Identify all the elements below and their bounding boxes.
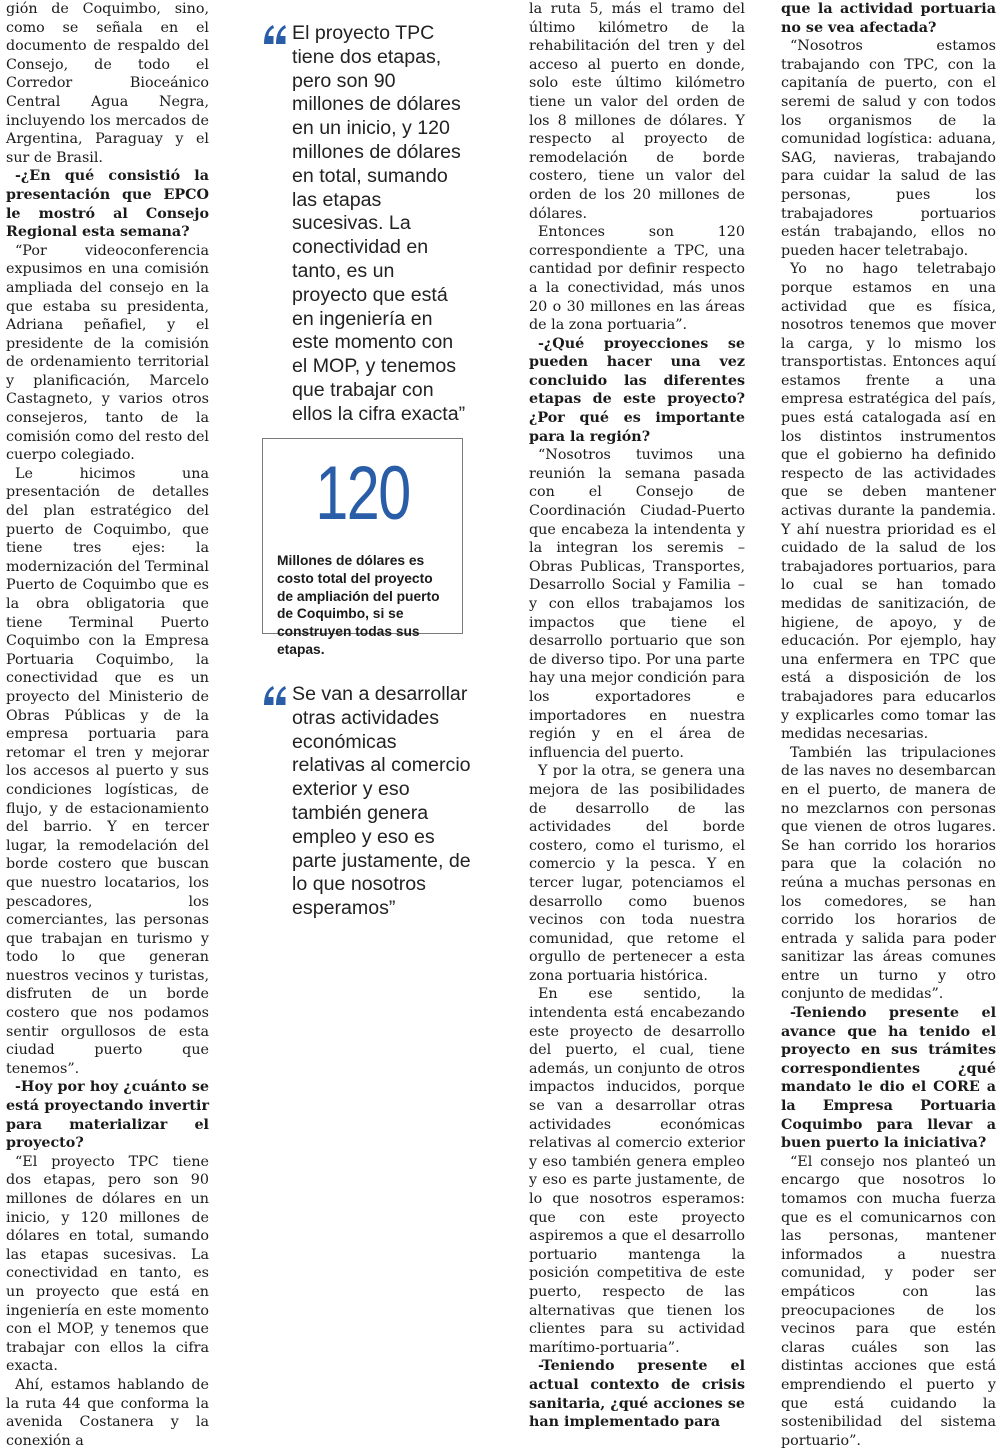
interview-question: que la actividad portuaria no se vea afectada?	[781, 1, 996, 36]
paragraph: También las tripulaciones de las naves no desembarcan en el puerto, de manera de no mezclarnos con personas que vienen de otros lugares. Se han corrido los horarios para que la colación no reúna a muchas personas en los comedores, se han corrido los horarios de entrada y salida para poder sanitizar las áreas comunes entre un turno y otro conjunto de medidas”.	[781, 744, 996, 1003]
pull-quote-1	[262, 22, 472, 427]
article-column-4	[781, 0, 996, 1449]
pull-quote-2	[262, 683, 472, 921]
article-column-3	[529, 0, 745, 1431]
pull-quote-text: Se van a desarrollar otras actividades económicas relativas al comercio exterior y eso también genera empleo y eso es parte justamente, de lo que nosotros esperamos”	[292, 683, 471, 920]
paragraph: En ese sentido, la intendenta está encabezando este proyecto de desarrollo del puerto, el cual, tiene además, un conjunto de otros impactos inducidos, porque se van a desarrollar otras actividades económicas relativas al comercio exterior y eso también genera empleo y eso es parte justamente, de lo que nosotros esperamos: que con este proyecto aspiremos a que el desarrollo portuario mantenga la posición competitiva de este puerto, respecto de las alternativas que tienen los clientes para su actividad marítimo-portuaria”.	[529, 986, 745, 1356]
paragraph: “Por videoconferencia expusimos en una comisión ampliada del consejo en la que estaba su presidenta, Adriana peñafiel, y el presidente de la comisión de ordenamiento territorial y planificación, Marcelo Castagneto, y varios otros consejeros, tanto de la comisión como del resto del cuerpo colegiado.	[6, 242, 209, 464]
open-quote-icon	[262, 24, 288, 46]
paragraph: “El consejo nos planteó un encargo que nosotros lo tomamos con mucha fuerza que es el comunicarnos con las personas, mantener informados a nuestra comunidad, y poder ser empáticos con las preocupaciones de los vecinos para que estén claras cuáles son las distintas acciones que está emprendiendo el puerto y que está cuidando la sostenibilidad del sistema portuario”.	[781, 1153, 996, 1449]
interview-question: -Teniendo presente el actual contexto de crisis sanitaria, ¿qué acciones se han implementado para	[529, 1358, 745, 1431]
paragraph: Le hicimos una presentación de detalles del plan estratégico del puerto de Coquimbo, que tiene tres ejes: la modernización del Terminal Puerto de Coquimbo que es la obra obligatoria que tiene Terminal Puerto Coquimbo con la Empresa Portuaria Coquimbo, la conectividad que es un proyecto del Ministerio de Obras Públicas y de la empresa portuaria para retomar el tren y mejorar los accesos al puerto y sus condiciones logísticas, de flujo, y de estacionamiento del barrio. Y en tercer lugar, la remodelación del borde costero que buscan que nuestro locatarios, los pescadores, los comerciantes, las personas que trabajan en turismo y todo lo que generan nuestros vecinos y turistas, disfruten de un borde costero que nos podamos sentir orgullosos de esta ciudad puerto que tenemos”.	[6, 465, 209, 1077]
paragraph: “Nosotros tuvimos una reunión la semana pasada con el Consejo de Coordinación Ciudad-Puerto que encabeza la intendenta y la integran los seremis – Obras Publicas, Transportes, Desarrollo Social y Familia – y con ellos trabajamos los impactos que tiene el desarrollo portuario que son de diverso tipo. Por una parte hay una mejor condición para los exportadores e importadores en nuestra región y en el área de influencia del puerto.	[529, 447, 745, 761]
article-column-1	[6, 0, 209, 1449]
interview-question: -Hoy por hoy ¿cuánto se está proyectando invertir para materializar el proyecto?	[6, 1079, 209, 1152]
interview-question: -¿Qué proyecciones se pueden hacer una vez concluido las diferentes etapas de este proyecto? ¿Por qué es importante para la región?	[529, 335, 745, 445]
paragraph: Yo no hago teletrabajo porque estamos en una actividad que es física, nosotros tenemos que mover la carga, y lo mismo los transportistas. Entonces aquí estamos frente a una empresa estratégica del país, pues está catalogada así en los distintos instrumentos que el gobierno ha definido respecto de las actividades que se deben mantener activas durante la pandemia. Y ahí nuestra prioridad es el cuidado de la salud de los trabajadores portuarios, para lo cual se han tomado medidas de sanitización, de higiene, de apoyo, y de educación. Por ejemplo, hay una enfermera en TPC que está a disposición de los trabajadores para educarlos y explicarles como tomar las medidas necesarias.	[781, 261, 996, 743]
open-quote-icon	[262, 685, 288, 707]
paragraph: gión de Coquimbo, sino, como se señala en el documento de respaldo del Consejo, de todo el Corredor Bioceánico Central Agua Negra, incluyendo los mercados de Argentina, Paraguay y el sur de Brasil.	[6, 1, 209, 166]
interview-question: -Teniendo presente el avance que ha tenido el proyecto en sus trámites correspondientes ¿qué mandato le dio el CORE a la Empresa Portuaria Coquimbo para llevar a buen puerto la iniciativa?	[781, 1005, 996, 1152]
stat-caption: Millones de dólares es costo total del proyecto de ampliación del puerto de Coquimbo, si se construyen todas sus etapas.	[277, 553, 440, 657]
paragraph: Ahí, estamos hablando de la ruta 44 que conforma la avenida Costanera y la conexión a	[6, 1376, 209, 1449]
paragraph: Entonces son 120 correspondiente a TPC, una cantidad por definir respecto a la conectividad, más unos 20 o 30 millones en las áreas de la zona portuaria”.	[529, 224, 745, 334]
interview-question: -¿En qué consistió la presentación que EPCO le mostró al Consejo Regional esta semana?	[6, 168, 209, 241]
paragraph: “El proyecto TPC tiene dos etapas, pero son 90 millones de dólares en un inicio, y 120 millones de dólares en total, sumando las etapas sucesivas. La conectividad en tanto, es un proyecto que está en ingeniería en este momento con el MOP, y tenemos que trabajar con ellos la cifra exacta.	[6, 1153, 209, 1375]
stat-number: 120	[315, 451, 410, 536]
stat-box	[262, 438, 463, 657]
paragraph: “Nosotros estamos trabajando con TPC, con la capitanía de puerto, con el seremi de salud y con todos los organismos de la comunidad logística: aduana, SAG, navieras, trabajando para cuidar la salud de las personas, pues los trabajadores portuarios están trabajando, ellos no pueden hacer teletrabajo.	[781, 38, 996, 259]
pull-quote-text: El proyecto TPC tiene dos etapas, pero son 90 millones de dólares en un inicio, y 120 millones de dólares en total, sumando las etapas sucesivas. La conectividad en tanto, es un proyecto que está en ingeniería en este momento con el MOP, y tenemos que trabajar con ellos la cifra exacta”	[292, 22, 466, 425]
paragraph: Y por la otra, se genera una mejora de las posibilidades de desarrollo de las actividades del borde costero, como el turismo, el comercio y la pesca. Y en tercer lugar, potenciamos el desarrollo como buenos vecinos con toda nuestra comunidad, que retome el orgullo de pertenecer a esta zona portuaria histórica.	[529, 763, 745, 984]
paragraph: la ruta 5, más el tramo del último kilómetro de la rehabilitación del tren y del acceso al puerto en donde, solo este último kilómetro tiene un valor del orden de los 8 millones de dólares. Y respecto al proyecto de remodelación de borde costero, tiene un valor del orden de los 20 millones de dólares.	[529, 1, 745, 222]
